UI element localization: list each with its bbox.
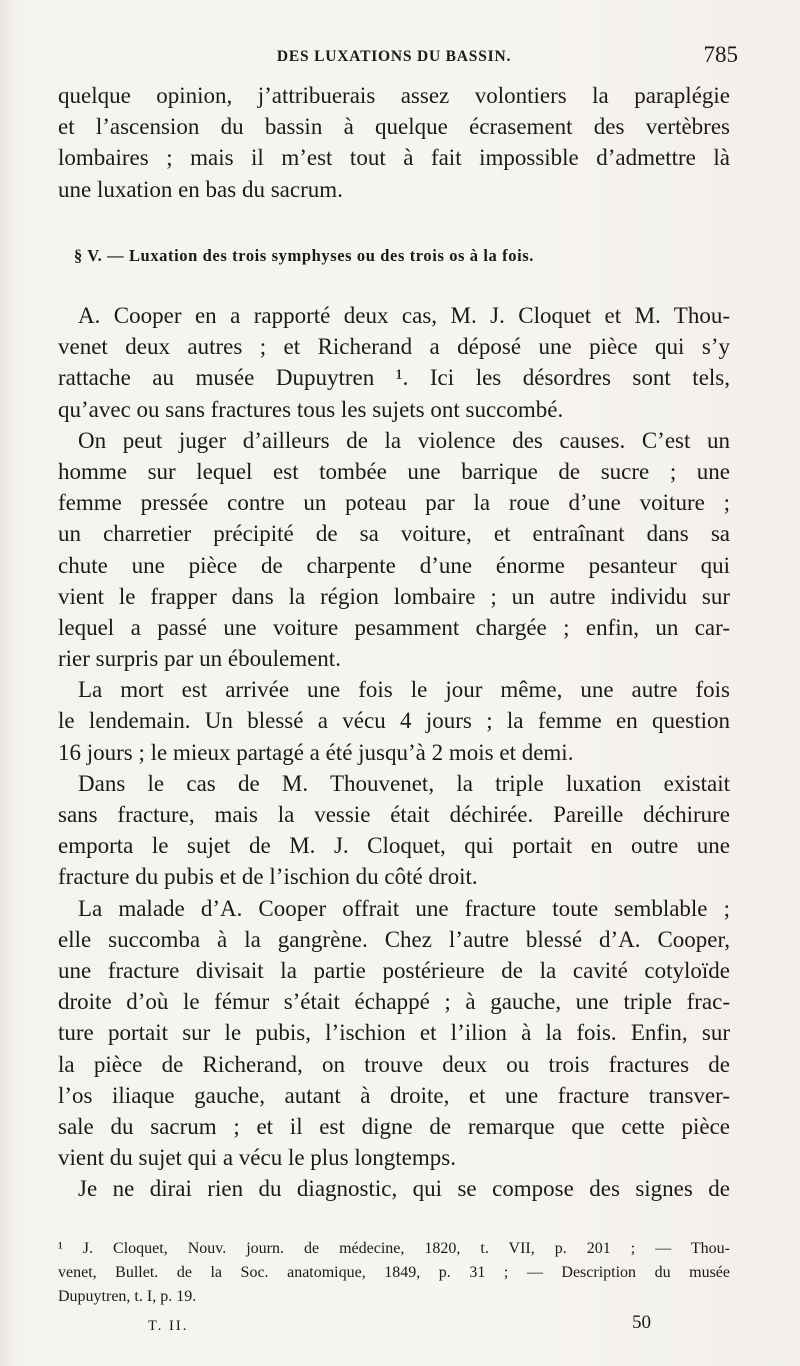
paragraph xyxy=(58,425,730,675)
footnote xyxy=(58,1237,730,1309)
intro-paragraph xyxy=(58,80,730,205)
text-line: droite d’où le fémur s’était échappé ; à gauche, une triple frac- xyxy=(58,989,730,1015)
text-line: femme pressée contre un poteau par la roue d’une voiture ; xyxy=(58,490,730,516)
text-line: On peut juger d’ailleurs de la violence des causes. C’est un xyxy=(78,427,730,453)
page-number: 785 xyxy=(703,42,738,67)
text-line: Je ne dirai rien du diagnostic, qui se compose des signes de xyxy=(78,1176,730,1202)
sheet-number: 50 xyxy=(632,1312,651,1333)
running-title: DES LUXATIONS DU BASSIN. xyxy=(276,48,512,65)
text-line: et l’ascension du bassin à quelque écrasement des vertèbres xyxy=(58,114,730,140)
footnote-line: venet, Bullet. de la Soc. anatomique, 1849, p. 31 ; — Description du musée xyxy=(58,1264,730,1281)
footnote-line: ¹ J. Cloquet, Nouv. journ. de médecine, 1820, t. VII, p. 201 ; — Thou- xyxy=(58,1240,730,1257)
text-line: Dans le cas de M. Thouvenet, la triple luxation existait xyxy=(78,770,730,796)
paragraph xyxy=(58,1173,730,1204)
running-head xyxy=(58,42,738,78)
text-line: emporta le sujet de M. J. Cloquet, qui portait en outre une xyxy=(58,833,730,859)
text-line: quelque opinion, j’attribuerais assez volontiers la paraplégie xyxy=(58,83,730,108)
text-line: fracture du pubis et de l’ischion du côté droit. xyxy=(58,864,478,890)
text-line: chute une pièce de charpente d’une énorme pesanteur qui xyxy=(58,552,730,578)
text-line: elle succomba à la gangrène. Chez l’autre blessé d’A. Cooper, xyxy=(58,926,730,952)
section-heading: § V. — Luxation des trois symphyses ou des trois os à la fois. xyxy=(74,246,535,265)
text-line: un charretier précipité de sa voiture, et entraînant dans sa xyxy=(58,521,730,547)
text-line: sale du sacrum ; et il est digne de remarque que cette pièce xyxy=(58,1113,730,1139)
text-line: 16 jours ; le mieux partagé a été jusqu’à 2 mois et demi. xyxy=(58,739,574,765)
text-line: lequel a passé une voiture pesamment chargée ; enfin, un car- xyxy=(58,614,730,640)
volume-signature: T. II. xyxy=(148,1318,189,1334)
paragraph xyxy=(58,300,730,425)
text-line: La malade d’A. Cooper offrait une fracture toute semblable ; xyxy=(78,895,730,921)
text-line: A. Cooper en a rapporté deux cas, M. J. Cloquet et M. Thou- xyxy=(78,303,730,328)
paragraph xyxy=(58,893,730,1174)
text-line: rier surpris par un éboulement. xyxy=(58,646,341,672)
text-line: l’os iliaque gauche, autant à droite, et une fracture transver- xyxy=(58,1082,730,1108)
text-line: venet deux autres ; et Richerand a déposé une pièce qui s’y xyxy=(58,334,730,360)
paragraph xyxy=(58,768,730,893)
text-line: ture portait sur le pubis, l’ischion et l’ilion à la fois. Enfin, sur xyxy=(58,1020,730,1046)
text-line: le lendemain. Un blessé a vécu 4 jours ; la femme en question xyxy=(58,708,730,734)
text-line: la pièce de Richerand, on trouve deux ou trois fractures de xyxy=(58,1051,730,1077)
footnote-line: Dupuytren, t. I, p. 19. xyxy=(58,1288,197,1305)
text-line: une fracture divisait la partie postérieure de la cavité cotyloïde xyxy=(58,957,730,983)
main-text xyxy=(58,300,730,1204)
text-line: lombaires ; mais il m’est tout à fait impossible d’admettre là xyxy=(58,145,730,171)
text-line: homme sur lequel est tombée une barrique de sucre ; une xyxy=(58,458,730,484)
text-line: vient du sujet qui a vécu le plus longtemps. xyxy=(58,1145,456,1171)
text-line: qu’avec ou sans fractures tous les sujets ont succombé. xyxy=(58,396,564,422)
text-line: une luxation en bas du sacrum. xyxy=(58,176,343,202)
paragraph xyxy=(58,674,730,768)
text-line: vient le frapper dans la région lombaire ; un autre individu sur xyxy=(58,583,730,609)
text-line: sans fracture, mais la vessie était déchirée. Pareille déchirure xyxy=(58,802,730,827)
text-line: La mort est arrivée une fois le jour même, une autre fois xyxy=(78,677,730,703)
text-line: rattache au musée Dupuytren ¹. Ici les désordres sont tels, xyxy=(58,365,730,391)
